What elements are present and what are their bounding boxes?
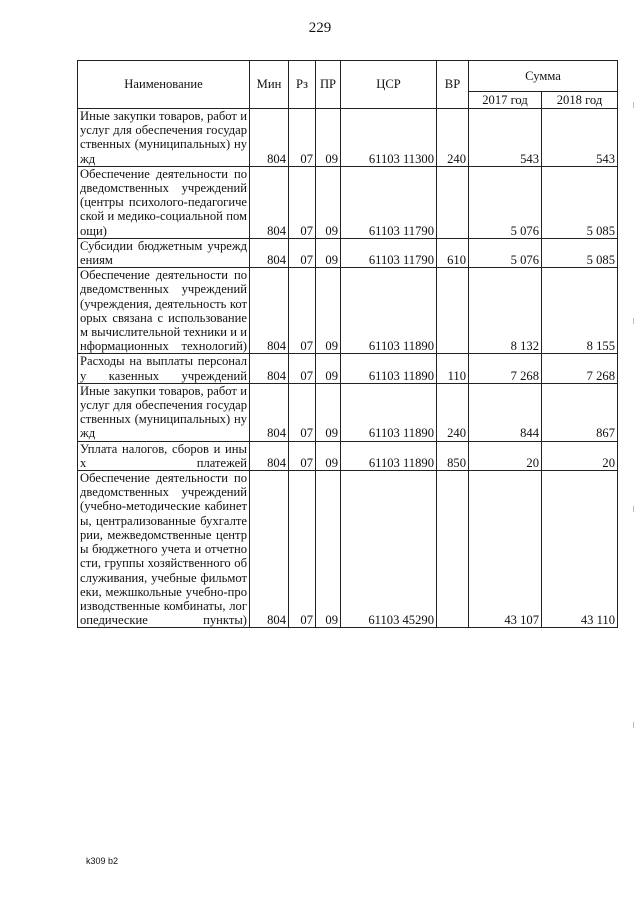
row-sum-2017: 5 076 xyxy=(469,166,542,238)
table-row xyxy=(78,383,618,441)
row-pr: 09 xyxy=(316,383,341,441)
row-min: 804 xyxy=(250,383,289,441)
row-pr: 09 xyxy=(316,166,341,238)
row-rz: 07 xyxy=(289,471,316,628)
col-header-rz: Рз xyxy=(289,61,316,109)
row-sum-2017: 20 xyxy=(469,441,542,470)
footer-code: k309 b2 xyxy=(86,856,119,866)
table-row xyxy=(78,166,618,238)
row-min: 804 xyxy=(250,268,289,354)
row-pr: 09 xyxy=(316,109,341,167)
row-name: Обеспечение деятельности подведомственных учреждений (учебно-методические кабинеты, централизованные бухгалтерии, межведомственные центры бюджетного учета и отчетности, группы хозяйственного обслуживания, учебные фильмотеки, межшкольные учебно-производственные комбинаты, логопедические пункты) xyxy=(78,471,250,628)
col-header-name: Наименование xyxy=(78,61,250,109)
row-csr: 61103 11890 xyxy=(341,268,437,354)
row-name: Расходы на выплаты персоналу казенных учреждений xyxy=(78,354,250,383)
row-sum-2017: 5 076 xyxy=(469,238,542,267)
row-sum-2018: 7 268 xyxy=(542,354,618,383)
row-csr: 61103 11890 xyxy=(341,383,437,441)
row-name: Обеспечение деятельности подведомственных учреждений (центры психолого-педагогической и медико-социальной помощи) xyxy=(78,166,250,238)
row-csr: 61103 11300 xyxy=(341,109,437,167)
row-min: 804 xyxy=(250,109,289,167)
col-header-2018: 2018 год xyxy=(542,92,618,109)
row-sum-2018: 20 xyxy=(542,441,618,470)
budget-table xyxy=(77,60,618,628)
row-sum-2018: 8 155 xyxy=(542,268,618,354)
table-row xyxy=(78,354,618,383)
col-header-min: Мин xyxy=(250,61,289,109)
row-name: Иные закупки товаров, работ и услуг для обеспечения государственных (муниципальных) нужд xyxy=(78,383,250,441)
row-rz: 07 xyxy=(289,166,316,238)
row-csr: 61103 11790 xyxy=(341,238,437,267)
table-row xyxy=(78,441,618,470)
row-vr xyxy=(437,471,469,628)
header-row xyxy=(78,61,618,92)
row-sum-2017: 844 xyxy=(469,383,542,441)
table-row xyxy=(78,238,618,267)
table-row xyxy=(78,471,618,628)
row-vr: 850 xyxy=(437,441,469,470)
row-vr: 610 xyxy=(437,238,469,267)
col-header-sum: Сумма xyxy=(469,61,618,92)
row-sum-2017: 543 xyxy=(469,109,542,167)
row-min: 804 xyxy=(250,238,289,267)
row-vr: 240 xyxy=(437,383,469,441)
row-rz: 07 xyxy=(289,354,316,383)
row-min: 804 xyxy=(250,441,289,470)
col-header-vr: ВР xyxy=(437,61,469,109)
row-sum-2017: 7 268 xyxy=(469,354,542,383)
row-sum-2018: 5 085 xyxy=(542,166,618,238)
row-vr xyxy=(437,166,469,238)
row-name: Субсидии бюджетным учреждениям xyxy=(78,238,250,267)
row-pr: 09 xyxy=(316,354,341,383)
row-rz: 07 xyxy=(289,238,316,267)
col-header-pr: ПР xyxy=(316,61,341,109)
page-number: 229 xyxy=(308,20,332,36)
row-name: Обеспечение деятельности подведомственных учреждений (учреждения, деятельность которых связана с использованием вычислительной техники и информационных технологий) xyxy=(78,268,250,354)
row-csr: 61103 11890 xyxy=(341,441,437,470)
row-name: Иные закупки товаров, работ и услуг для обеспечения государственных (муниципальных) нужд xyxy=(78,109,250,167)
scan-mark xyxy=(633,506,634,512)
row-sum-2018: 43 110 xyxy=(542,471,618,628)
row-pr: 09 xyxy=(316,441,341,470)
row-rz: 07 xyxy=(289,268,316,354)
row-rz: 07 xyxy=(289,109,316,167)
row-vr: 110 xyxy=(437,354,469,383)
row-sum-2018: 867 xyxy=(542,383,618,441)
row-csr: 61103 11890 xyxy=(341,354,437,383)
row-name: Уплата налогов, сборов и иных платежей xyxy=(78,441,250,470)
row-csr: 61103 11790 xyxy=(341,166,437,238)
row-vr: 240 xyxy=(437,109,469,167)
row-rz: 07 xyxy=(289,441,316,470)
row-pr: 09 xyxy=(316,238,341,267)
scan-mark xyxy=(633,722,634,728)
col-header-2017: 2017 год xyxy=(469,92,542,109)
row-sum-2018: 543 xyxy=(542,109,618,167)
row-rz: 07 xyxy=(289,383,316,441)
col-header-csr: ЦСР xyxy=(341,61,437,109)
row-pr: 09 xyxy=(316,471,341,628)
scan-mark xyxy=(633,102,634,108)
row-min: 804 xyxy=(250,354,289,383)
row-vr xyxy=(437,268,469,354)
row-pr: 09 xyxy=(316,268,341,354)
row-csr: 61103 45290 xyxy=(341,471,437,628)
row-min: 804 xyxy=(250,166,289,238)
scan-mark xyxy=(633,318,634,324)
table-row xyxy=(78,109,618,167)
row-sum-2017: 8 132 xyxy=(469,268,542,354)
row-sum-2017: 43 107 xyxy=(469,471,542,628)
row-min: 804 xyxy=(250,471,289,628)
table-row xyxy=(78,268,618,354)
row-sum-2018: 5 085 xyxy=(542,238,618,267)
